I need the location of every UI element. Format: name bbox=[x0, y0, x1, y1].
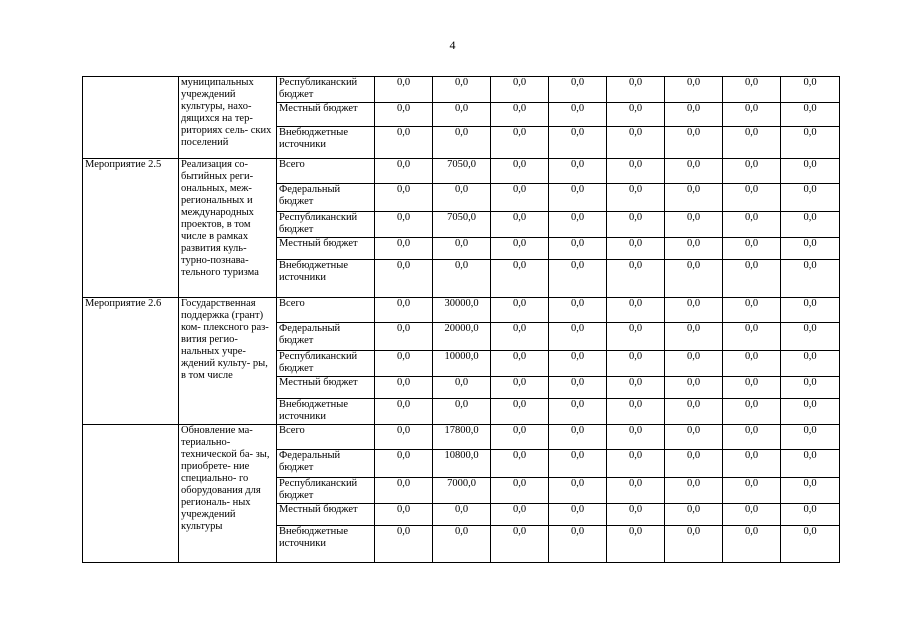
funding-source-cell: Всего bbox=[277, 425, 375, 450]
amount-cell: 0,0 bbox=[375, 377, 433, 399]
amount-cell: 0,0 bbox=[607, 184, 665, 212]
funding-source-cell: Республиканский бюджет bbox=[277, 478, 375, 504]
amount-cell: 0,0 bbox=[723, 260, 781, 298]
amount-cell: 0,0 bbox=[723, 103, 781, 127]
table-row bbox=[83, 77, 840, 103]
amount-cell: 0,0 bbox=[665, 184, 723, 212]
amount-cell: 0,0 bbox=[723, 127, 781, 159]
amount-cell: 0,0 bbox=[665, 399, 723, 425]
amount-cell: 0,0 bbox=[607, 504, 665, 526]
amount-cell: 0,0 bbox=[549, 184, 607, 212]
amount-cell: 0,0 bbox=[665, 159, 723, 184]
amount-cell: 0,0 bbox=[491, 425, 549, 450]
amount-cell: 0,0 bbox=[723, 298, 781, 323]
amount-cell: 0,0 bbox=[781, 526, 840, 563]
amount-cell: 0,0 bbox=[491, 184, 549, 212]
amount-cell: 0,0 bbox=[781, 212, 840, 238]
amount-cell: 0,0 bbox=[607, 425, 665, 450]
amount-cell: 0,0 bbox=[549, 103, 607, 127]
amount-cell: 0,0 bbox=[607, 450, 665, 478]
table-row bbox=[83, 425, 840, 450]
amount-cell: 0,0 bbox=[781, 377, 840, 399]
table-body bbox=[83, 77, 840, 563]
funding-source-cell: Внебюджетные источники bbox=[277, 399, 375, 425]
amount-cell: 0,0 bbox=[491, 127, 549, 159]
amount-cell: 7050,0 bbox=[433, 159, 491, 184]
amount-cell: 0,0 bbox=[665, 351, 723, 377]
amount-cell: 0,0 bbox=[665, 478, 723, 504]
funding-source-cell: Федеральный бюджет bbox=[277, 184, 375, 212]
amount-cell: 0,0 bbox=[549, 159, 607, 184]
amount-cell: 0,0 bbox=[607, 159, 665, 184]
amount-cell: 0,0 bbox=[549, 526, 607, 563]
amount-cell: 0,0 bbox=[781, 127, 840, 159]
amount-cell: 0,0 bbox=[491, 298, 549, 323]
amount-cell: 0,0 bbox=[433, 238, 491, 260]
amount-cell: 0,0 bbox=[723, 450, 781, 478]
amount-cell: 0,0 bbox=[723, 184, 781, 212]
amount-cell: 0,0 bbox=[549, 238, 607, 260]
amount-cell: 0,0 bbox=[781, 351, 840, 377]
amount-cell: 0,0 bbox=[375, 184, 433, 212]
funding-source-cell: Республиканский бюджет bbox=[277, 351, 375, 377]
amount-cell: 0,0 bbox=[665, 323, 723, 351]
amount-cell: 0,0 bbox=[491, 377, 549, 399]
amount-cell: 0,0 bbox=[375, 77, 433, 103]
amount-cell: 0,0 bbox=[781, 77, 840, 103]
amount-cell: 0,0 bbox=[491, 526, 549, 563]
funding-source-cell: Федеральный бюджет bbox=[277, 450, 375, 478]
amount-cell: 0,0 bbox=[375, 526, 433, 563]
amount-cell: 0,0 bbox=[665, 526, 723, 563]
funding-source-cell: Внебюджетные источники bbox=[277, 127, 375, 159]
amount-cell: 0,0 bbox=[433, 504, 491, 526]
event-description-cell: Обновление ма- териально- технической ба- зы, приобрете- ние специально- го оборудования для региональ- ных учреждений культуры bbox=[179, 425, 277, 563]
amount-cell: 0,0 bbox=[607, 399, 665, 425]
amount-cell: 0,0 bbox=[781, 478, 840, 504]
amount-cell: 0,0 bbox=[491, 238, 549, 260]
amount-cell: 0,0 bbox=[491, 77, 549, 103]
amount-cell: 0,0 bbox=[549, 377, 607, 399]
amount-cell: 0,0 bbox=[723, 323, 781, 351]
amount-cell: 0,0 bbox=[433, 103, 491, 127]
amount-cell: 0,0 bbox=[491, 159, 549, 184]
funding-source-cell: Республиканский бюджет bbox=[277, 77, 375, 103]
amount-cell: 0,0 bbox=[723, 77, 781, 103]
amount-cell: 0,0 bbox=[375, 238, 433, 260]
amount-cell: 30000,0 bbox=[433, 298, 491, 323]
amount-cell: 0,0 bbox=[781, 184, 840, 212]
amount-cell: 0,0 bbox=[607, 77, 665, 103]
amount-cell: 0,0 bbox=[375, 323, 433, 351]
funding-source-cell: Всего bbox=[277, 298, 375, 323]
amount-cell: 0,0 bbox=[607, 478, 665, 504]
funding-source-cell: Местный бюджет bbox=[277, 504, 375, 526]
amount-cell: 0,0 bbox=[723, 351, 781, 377]
amount-cell: 7000,0 bbox=[433, 478, 491, 504]
amount-cell: 0,0 bbox=[723, 478, 781, 504]
amount-cell: 0,0 bbox=[607, 298, 665, 323]
amount-cell: 0,0 bbox=[375, 159, 433, 184]
amount-cell: 0,0 bbox=[723, 425, 781, 450]
amount-cell: 10000,0 bbox=[433, 351, 491, 377]
amount-cell: 0,0 bbox=[781, 103, 840, 127]
amount-cell: 0,0 bbox=[491, 478, 549, 504]
amount-cell: 0,0 bbox=[723, 399, 781, 425]
amount-cell: 0,0 bbox=[665, 504, 723, 526]
amount-cell: 0,0 bbox=[375, 478, 433, 504]
amount-cell: 0,0 bbox=[607, 323, 665, 351]
amount-cell: 0,0 bbox=[375, 103, 433, 127]
amount-cell: 0,0 bbox=[607, 351, 665, 377]
amount-cell: 0,0 bbox=[665, 450, 723, 478]
amount-cell: 0,0 bbox=[665, 103, 723, 127]
amount-cell: 0,0 bbox=[491, 351, 549, 377]
funding-source-cell: Федеральный бюджет bbox=[277, 323, 375, 351]
amount-cell: 0,0 bbox=[665, 425, 723, 450]
budget-table bbox=[82, 76, 840, 563]
event-description-cell: Реализация со- бытийных реги- ональных, меж- региональных и международных проектов, в том числе в рамках развития куль- турно-познава- тельного туризма bbox=[179, 159, 277, 298]
event-cell: Мероприятие 2.5 bbox=[83, 159, 179, 298]
amount-cell: 10800,0 bbox=[433, 450, 491, 478]
amount-cell: 0,0 bbox=[549, 425, 607, 450]
amount-cell: 0,0 bbox=[607, 238, 665, 260]
funding-source-cell: Всего bbox=[277, 159, 375, 184]
amount-cell: 0,0 bbox=[433, 127, 491, 159]
amount-cell: 0,0 bbox=[781, 450, 840, 478]
funding-source-cell: Местный бюджет bbox=[277, 377, 375, 399]
amount-cell: 0,0 bbox=[375, 504, 433, 526]
event-description-cell: муниципальных учреждений культуры, нахо- дящихся на тер- риториях сель- ских поселений bbox=[179, 77, 277, 159]
amount-cell: 0,0 bbox=[549, 323, 607, 351]
amount-cell: 0,0 bbox=[665, 127, 723, 159]
amount-cell: 0,0 bbox=[607, 526, 665, 563]
amount-cell: 0,0 bbox=[781, 323, 840, 351]
event-cell bbox=[83, 425, 179, 563]
amount-cell: 0,0 bbox=[491, 323, 549, 351]
amount-cell: 0,0 bbox=[433, 77, 491, 103]
amount-cell: 0,0 bbox=[781, 238, 840, 260]
amount-cell: 0,0 bbox=[607, 103, 665, 127]
amount-cell: 0,0 bbox=[491, 504, 549, 526]
event-cell bbox=[83, 77, 179, 159]
amount-cell: 0,0 bbox=[375, 298, 433, 323]
amount-cell: 17800,0 bbox=[433, 425, 491, 450]
amount-cell: 0,0 bbox=[433, 184, 491, 212]
amount-cell: 20000,0 bbox=[433, 323, 491, 351]
amount-cell: 0,0 bbox=[549, 351, 607, 377]
amount-cell: 0,0 bbox=[665, 377, 723, 399]
page-number: 4 bbox=[449, 38, 456, 52]
amount-cell: 0,0 bbox=[491, 212, 549, 238]
amount-cell: 0,0 bbox=[491, 450, 549, 478]
amount-cell: 0,0 bbox=[607, 212, 665, 238]
amount-cell: 0,0 bbox=[781, 504, 840, 526]
table-row bbox=[83, 298, 840, 323]
amount-cell: 0,0 bbox=[607, 377, 665, 399]
amount-cell: 0,0 bbox=[549, 298, 607, 323]
amount-cell: 0,0 bbox=[375, 260, 433, 298]
amount-cell: 0,0 bbox=[375, 127, 433, 159]
amount-cell: 0,0 bbox=[723, 238, 781, 260]
amount-cell: 0,0 bbox=[375, 399, 433, 425]
amount-cell: 0,0 bbox=[781, 425, 840, 450]
amount-cell: 0,0 bbox=[607, 127, 665, 159]
amount-cell: 0,0 bbox=[549, 212, 607, 238]
amount-cell: 0,0 bbox=[665, 298, 723, 323]
funding-source-cell: Внебюджетные источники bbox=[277, 526, 375, 563]
amount-cell: 0,0 bbox=[723, 377, 781, 399]
amount-cell: 0,0 bbox=[433, 260, 491, 298]
amount-cell: 0,0 bbox=[375, 212, 433, 238]
amount-cell: 0,0 bbox=[781, 298, 840, 323]
amount-cell: 0,0 bbox=[781, 399, 840, 425]
amount-cell: 0,0 bbox=[375, 450, 433, 478]
event-description-cell: Государственная поддержка (грант) ком- плексного раз- вития регио- нальных учре- ждений культу- ры, в том числе bbox=[179, 298, 277, 425]
event-cell: Мероприятие 2.6 bbox=[83, 298, 179, 425]
amount-cell: 0,0 bbox=[781, 159, 840, 184]
funding-source-cell: Местный бюджет bbox=[277, 103, 375, 127]
amount-cell: 0,0 bbox=[549, 450, 607, 478]
amount-cell: 0,0 bbox=[665, 260, 723, 298]
amount-cell: 0,0 bbox=[549, 77, 607, 103]
amount-cell: 0,0 bbox=[665, 77, 723, 103]
amount-cell: 0,0 bbox=[549, 504, 607, 526]
amount-cell: 0,0 bbox=[549, 478, 607, 504]
amount-cell: 0,0 bbox=[375, 351, 433, 377]
amount-cell: 0,0 bbox=[549, 399, 607, 425]
amount-cell: 0,0 bbox=[665, 212, 723, 238]
amount-cell: 0,0 bbox=[433, 399, 491, 425]
amount-cell: 0,0 bbox=[723, 504, 781, 526]
amount-cell: 0,0 bbox=[665, 238, 723, 260]
amount-cell: 0,0 bbox=[549, 127, 607, 159]
amount-cell: 0,0 bbox=[491, 103, 549, 127]
amount-cell: 0,0 bbox=[781, 260, 840, 298]
amount-cell: 0,0 bbox=[433, 377, 491, 399]
amount-cell: 7050,0 bbox=[433, 212, 491, 238]
funding-source-cell: Республиканский бюджет bbox=[277, 212, 375, 238]
funding-source-cell: Местный бюджет bbox=[277, 238, 375, 260]
amount-cell: 0,0 bbox=[375, 425, 433, 450]
amount-cell: 0,0 bbox=[549, 260, 607, 298]
amount-cell: 0,0 bbox=[723, 526, 781, 563]
funding-source-cell: Внебюджетные источники bbox=[277, 260, 375, 298]
table-row bbox=[83, 159, 840, 184]
amount-cell: 0,0 bbox=[723, 212, 781, 238]
amount-cell: 0,0 bbox=[607, 260, 665, 298]
amount-cell: 0,0 bbox=[491, 260, 549, 298]
amount-cell: 0,0 bbox=[491, 399, 549, 425]
amount-cell: 0,0 bbox=[723, 159, 781, 184]
amount-cell: 0,0 bbox=[433, 526, 491, 563]
